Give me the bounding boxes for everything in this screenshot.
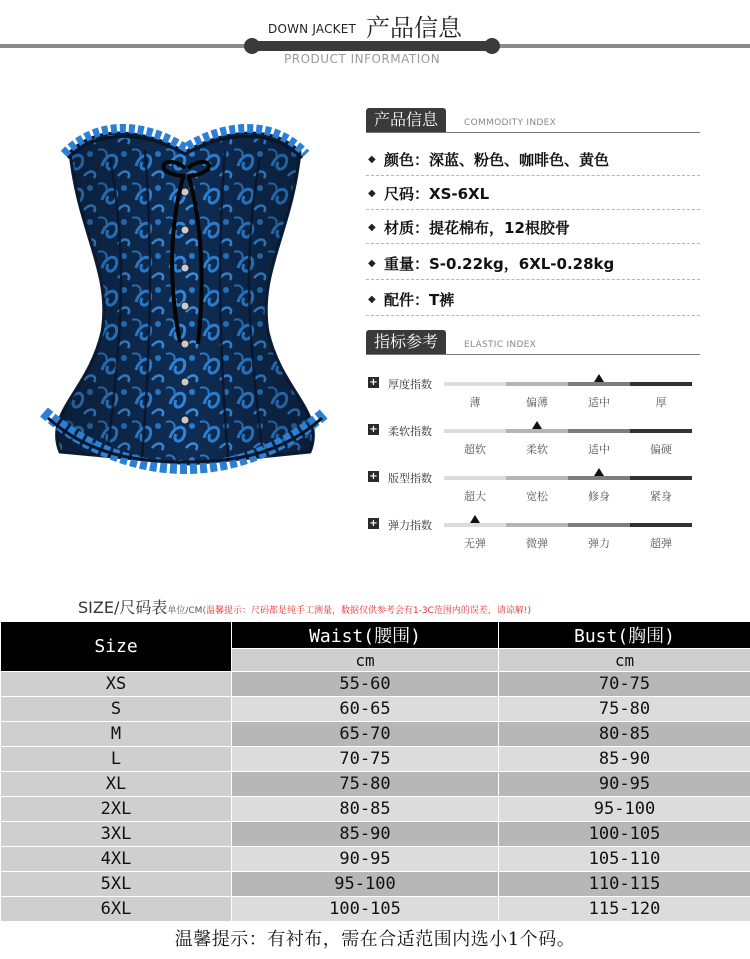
info-row-weight: ◆ 重量：S-0.22kg，6XL-0.28kg: [366, 248, 700, 280]
index-row: [366, 517, 700, 559]
cell-size: 2XL: [1, 797, 232, 822]
index-level-label: 微弹: [526, 537, 548, 550]
plus-icon: +: [369, 377, 378, 388]
cell-size: S: [1, 697, 232, 722]
index-row: [366, 470, 700, 512]
index-level-label: 弹力: [588, 537, 610, 550]
cell-bust: 80-85: [499, 722, 750, 747]
plus-icon: +: [369, 471, 378, 482]
index-level-label: 无弹: [464, 537, 486, 550]
header-bust-unit: cm: [499, 649, 750, 672]
bullet-icon: ◆: [368, 154, 376, 165]
table-row: [1, 872, 750, 897]
table-row: [1, 722, 750, 747]
cell-bust: 75-80: [499, 697, 750, 722]
index-level-label: 厚: [655, 396, 667, 409]
index-level-label: 偏硬: [650, 443, 672, 456]
index-level-label: 超弹: [650, 537, 672, 550]
index-bar-segment: [568, 476, 630, 480]
index-bar-segment: [568, 382, 630, 386]
cell-size: 6XL: [1, 897, 232, 922]
banner-dot-right: [484, 38, 500, 54]
index-ref-tag: 指标参考: [366, 330, 446, 354]
index-level-label: 宽松: [526, 490, 548, 503]
cell-size: 4XL: [1, 847, 232, 872]
index-bar-segment: [630, 382, 692, 386]
table-row: [1, 772, 750, 797]
cell-size: M: [1, 722, 232, 747]
index-bar-segment: [444, 429, 506, 433]
plus-icon: +: [369, 424, 378, 435]
index-level-label: 偏薄: [526, 396, 548, 409]
index-label: 柔软指数: [388, 425, 432, 438]
cell-bust: 85-90: [499, 747, 750, 772]
product-info-en: COMMODITY INDEX: [464, 118, 557, 128]
cell-bust: 110-115: [499, 872, 750, 897]
index-bar-segment: [444, 523, 506, 527]
table-row: [1, 897, 750, 922]
cell-bust: 100-105: [499, 822, 750, 847]
cell-size: 3XL: [1, 822, 232, 847]
table-row: [1, 697, 750, 722]
cell-waist: 65-70: [232, 722, 499, 747]
index-bar-segment: [444, 382, 506, 386]
index-row: [366, 423, 700, 465]
banner-en-text: DOWN JACKET: [268, 22, 357, 36]
table-row: [1, 797, 750, 822]
top-banner: [0, 0, 750, 80]
cell-waist: 80-85: [232, 797, 499, 822]
index-bar-segment: [506, 523, 568, 527]
index-bar-segment: [630, 476, 692, 480]
cell-waist: 55-60: [232, 672, 499, 697]
cell-size: XL: [1, 772, 232, 797]
index-level-label: 薄: [469, 396, 481, 409]
index-ref-heading: [366, 330, 700, 356]
cell-size: L: [1, 747, 232, 772]
index-level-label: 适中: [588, 396, 610, 409]
bullet-icon: ◆: [368, 294, 376, 305]
cell-waist: 85-90: [232, 822, 499, 847]
cell-waist: 90-95: [232, 847, 499, 872]
index-level-label: 紧身: [650, 490, 672, 503]
size-table: [0, 621, 750, 922]
banner-subtitle: PRODUCT INFORMATION: [284, 52, 441, 66]
index-level-label: 修身: [588, 490, 610, 503]
bullet-icon: ◆: [368, 188, 376, 199]
index-bar-segment: [506, 429, 568, 433]
index-level-label: 超大: [464, 490, 486, 503]
index-level-label: 超软: [464, 443, 486, 456]
header-bust: Bust(胸围): [499, 622, 750, 649]
info-row-accessory: ◆ 配件：T裤: [366, 284, 700, 316]
info-row-size: ◆ 尺码：XS-6XL: [366, 178, 700, 210]
table-row: [1, 847, 750, 872]
cell-bust: 90-95: [499, 772, 750, 797]
header-size: Size: [1, 622, 232, 672]
index-bar-segment: [630, 523, 692, 527]
banner-title: 产品信息: [366, 14, 462, 42]
cell-waist: 60-65: [232, 697, 499, 722]
table-row: [1, 822, 750, 847]
header-waist: Waist(腰围): [232, 622, 499, 649]
index-label: 厚度指数: [388, 378, 432, 391]
table-row: [1, 747, 750, 772]
info-row-color: ◆ 颜色：深蓝、粉色、咖啡色、黄色: [366, 144, 700, 176]
index-row: [366, 376, 700, 418]
index-bar-segment: [444, 476, 506, 480]
cell-bust: 115-120: [499, 897, 750, 922]
bullet-icon: ◆: [368, 258, 376, 269]
cell-bust: 95-100: [499, 797, 750, 822]
corset-product-image: [30, 112, 340, 502]
index-marker-icon: [470, 515, 480, 523]
cell-size: 5XL: [1, 872, 232, 897]
index-label: 弹力指数: [388, 519, 432, 532]
index-level-label: 柔软: [526, 443, 548, 456]
size-chart-title: SIZE/尺码表单位/CM(温馨提示：尺码都是纯手工测量，数据仅供参考会有1-3C范围内的误差，请谅解!): [78, 598, 532, 617]
index-bar-segment: [506, 382, 568, 386]
cell-waist: 75-80: [232, 772, 499, 797]
index-marker-icon: [594, 468, 604, 476]
index-marker-icon: [532, 421, 542, 429]
index-bar-segment: [568, 429, 630, 433]
cell-bust: 70-75: [499, 672, 750, 697]
index-bar-segment: [568, 523, 630, 527]
table-row: [1, 672, 750, 697]
cell-waist: 100-105: [232, 897, 499, 922]
cell-waist: 70-75: [232, 747, 499, 772]
index-bar-segment: [630, 429, 692, 433]
info-row-material: ◆ 材质：提花棉布，12根胶骨: [366, 212, 700, 244]
index-ref-en: ELASTIC INDEX: [464, 340, 537, 350]
fitting-tip: 温馨提示：有衬布，需在合适范围内选小1个码。: [174, 929, 576, 950]
cell-size: XS: [1, 672, 232, 697]
index-marker-icon: [594, 374, 604, 382]
index-label: 版型指数: [388, 472, 432, 485]
plus-icon: +: [369, 518, 378, 529]
bullet-icon: ◆: [368, 222, 376, 233]
header-waist-unit: cm: [232, 649, 499, 672]
product-info-tag: 产品信息: [366, 108, 446, 132]
cell-bust: 105-110: [499, 847, 750, 872]
banner-dot-left: [244, 38, 260, 54]
index-bar-segment: [506, 476, 568, 480]
index-level-label: 适中: [588, 443, 610, 456]
product-info-heading: [366, 108, 700, 134]
cell-waist: 95-100: [232, 872, 499, 897]
